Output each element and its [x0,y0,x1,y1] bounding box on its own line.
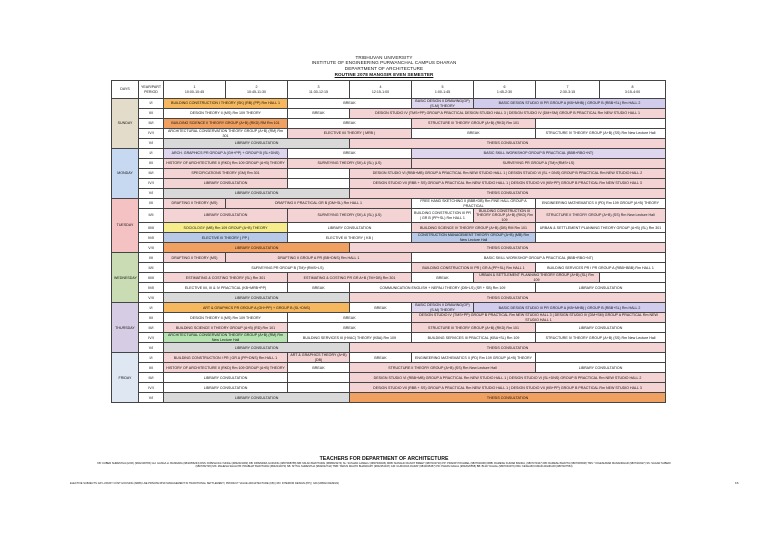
table-row [112,313,666,323]
class-cell: LIBRARY CONSULTATION [164,373,288,383]
class-cell: DESIGN STUDIO VII (RBB + SS) GROUP A PRACTICAL Rm NEW STUDIO HALL 1 | DESIGN STUDIO VII (KB+PP) GROUP B PRACTICAL Rm NEW STUDIO HALL 3 [350,383,666,393]
year-part-cell: III/I [139,323,164,333]
class-cell: LIBRARY CONSULTATION [164,139,350,149]
department-name: DEPARTMENT OF ARCHITECTURE [344,66,424,71]
year-part-header: YEAR/PART PERIOD [139,81,164,99]
class-cell: BUILDING CONSTRUCTION I PR | GR A (PP+DNS) Rm HALL 1 [164,353,288,363]
class-cell: SURVEYING THEORY (SK) & (SL) (LS) [288,159,412,169]
class-cell: URBAN & SETTLEMENT PLANNING THEORY GROUP (A+B) (SL) Rm 109 [474,273,600,283]
table-row [112,109,666,119]
class-cell: LIBRARY CONSULTATION [164,179,288,189]
break-cell: BREAK [412,273,474,283]
year-part-cell: I/I [139,99,164,109]
table-row [112,363,666,373]
table-row [112,383,666,393]
institute-name: INSTITUTE OF ENGINEERING PURWANCHAL CAMPUS DHARAN [311,60,457,65]
period-6-header: 6 1:45-2:30 [474,81,536,99]
class-cell: THESIS CONSULTATION [350,189,666,199]
period-1-header: 1 10:00-10:45 [164,81,226,99]
class-cell: DRAFTING II THEORY (MS) [164,199,226,209]
table-row [112,119,666,129]
class-cell: BASIC DESIGN II DRAWING(GP) (S-M) THEORY [412,303,474,313]
class-cell: BASIC SKILL WORKSHOP GROUP B PRACTICAL (BBB+RBG+NT) [412,149,666,159]
class-cell: LIBRARY CONSULTATION [164,393,350,403]
year-part-cell: IV/I [139,333,164,343]
break-cell: BREAK [288,149,412,159]
class-cell: STRUCTURE IV THEORY GROUP (A+B) (SS) Rm New Lecture Hall [536,129,666,139]
class-cell: BUILDING CONSTRUCTION III PR | GR A (PP+SL) Rm HALL 1 [412,263,536,273]
class-cell [288,179,350,189]
break-cell: BREAK [288,109,350,119]
break-cell: BREAK [288,313,412,323]
table-row [112,223,666,233]
class-cell: STRUCTURE III THEORY GROUP (A+B) (RKD) Rm 101 [412,119,536,129]
days-header: DAYS [112,81,139,99]
table-row [112,129,666,139]
header-row [112,81,666,99]
class-cell: STRUCTURE III THEORY GROUP (A+B) (RKD) Rm 101 [412,323,536,333]
class-cell: ELECTIVE III THEORY ( PP ) [164,233,288,243]
table-row [112,253,666,263]
class-cell: HISTORY OF ARCHITECTURE II (RKD) Rm 109 GROUP (A+B) THEORY [164,159,288,169]
table-row [112,343,666,353]
class-cell: BUILDING CONSTRUCTION III PR | GR B (PP+SL) Rm HALL 1 [412,209,474,223]
break-cell: BREAK [288,323,412,333]
footer-mark: KS [735,482,739,485]
class-cell: LIBRARY CONSULTATION [164,293,350,303]
class-cell: THESIS CONSULTATION [350,139,666,149]
class-cell: DESIGN STUDIO VI (RBB+MB) GROUP A PRACTICAL Rm NEW STUDIO HALL 1 | DESIGN STUDIO VI (SL + DNS) GROUP B PRACTICAL Rm NEW STUDIO HALL 2 [350,169,666,179]
class-cell: ELECTIVE II/I THEORY ( MRB ) [288,129,412,139]
class-cell: FREE HAND SKETCHING II (BBB+DB) Rm FINE HALL GROUP A PRACTICAL [412,199,536,209]
class-cell: DESIGN THEORY II (MS) Rm 109 THEORY [164,109,288,119]
break-cell: BREAK [412,129,536,139]
class-cell: THESIS CONSULTATION [350,343,666,353]
year-part-cell: IV/II [139,233,164,243]
class-cell: BASIC DESIGN II DRAWING(GP) (S-M) THEORY [412,99,474,109]
class-cell: ARCHITECTURAL CONSERVATION THEORY GROUP (A+B) (RM) Rm New Lecture Hall [164,333,288,343]
class-cell: DESIGN THEORY II (MS) Rm 109 THEORY [164,313,288,323]
table-row [112,353,666,363]
break-cell: BREAK [288,363,350,373]
class-cell: LIBRARY CONSULTATION [164,343,350,353]
table-row [112,169,666,179]
table-row [112,199,666,209]
day-friday: FRIDAY [112,353,139,403]
elective-subjects: ELECTIVE SUBJECTS: EP LUXURY COST HOUSING (MRB) LNE PRIVATE RISK MANAGEMENT IN TRADITIONAL SETTLEMENT | PRODUCT VALUE ARCHITECTURE (KB) | RN: INTERIOR DESIGN (PP) | GR (URBAN DESIGN) [70,482,340,485]
period-5-header: 5 1:00-1:45 [412,81,474,99]
class-cell: ENGINEERING MATHEMATICS II (PD) Rm 109 GROUP (A+B) THEORY [412,353,536,363]
class-cell: CONSTRUCTION MANAGEMENT THEORY GROUP (A+B) (MB) Rm New Lecture Hall [412,233,536,243]
class-cell: LIBRARY CONSULTATION [164,243,350,253]
table-row [112,333,666,343]
class-cell: LIBRARY CONSULTATION [536,283,666,293]
class-cell: DESIGN STUDIO VII (RBB + SS) GROUP A PRACTICAL Rm NEW STUDIO HALL 1 | DESIGN STUDIO VII (KB+PP) GROUP B PRACTICAL Rm NEW STUDIO HALL 3 [350,179,666,189]
class-cell: LIBRARY CONSULTATION [536,323,666,333]
class-cell [288,383,350,393]
class-cell: DRAFTING II GROUP A PR (BB+DNS) Rm HALL 1 [226,253,412,263]
table-row [112,273,666,283]
class-cell: ESTIMATING & COSTING THEORY (SL) Rm 301 [164,273,288,283]
class-cell: BASIC DESIGN STUDIO III PR GROUP A (KB+MHB) | GROUP B (RBB+SL) Rm HALL 2 [474,303,666,313]
year-part-cell: I/I [139,303,164,313]
university-name: TRIBHUVAN UNIVERSITY [355,55,413,60]
table-row [112,233,666,243]
class-cell: BASIC SKILL WORKSHOP GROUP A PRACTICAL (BBB+RBG+NT) [412,253,666,263]
class-cell: DRAFTING II THEORY (MS) [164,253,226,263]
class-cell [536,353,666,363]
class-cell: LIBRARY CONSULTATION [536,363,666,373]
class-cell [600,273,666,283]
year-part-cell: IV/I [139,383,164,393]
table-row [112,139,666,149]
class-cell: SURVEYING PR GROUP B (TM)+(RMS+LS) [164,263,412,273]
class-cell: SOCIOLOGY (MB) Rm 109 GROUP (A+B) THEORY [164,223,288,233]
class-cell: THESIS CONSULTATION [350,393,666,403]
class-cell: BUILDING SCIENCE IV THEORY GROUP (A+B) (DB) RM Rm 101 [412,223,536,233]
class-cell: BUILDING SERVICES III (HVAC) THEORY (KBA) Rm 109 [288,333,412,343]
class-cell: HISTORY OF ARCHITECTURE II (RKD) Rm 109 GROUP (A+B) THEORY [164,363,288,373]
year-part-cell: I/II [139,253,164,263]
year-part-cell: II/I [139,109,164,119]
class-cell: SURVEYING PR GROUP A (TM)+(RMS+LS) [412,159,666,169]
class-cell: DESIGN STUDIO IV (TMS+PP) GROUP A PRACTICAL DESIGN STUDIO HALL 3 | DESIGN STUDIO IV (DM+SM) GROUP B PRACTICAL Rm NEW STUDIO HALL 1 [350,109,666,119]
class-cell: LIBRARY CONSULTATION [288,223,412,233]
year-part-cell: I/I [139,149,164,159]
class-cell: ARCHITECTURAL CONSERVATION THEORY GROUP (A+B) (RM) Rm 301 [164,129,288,139]
table-row [112,373,666,383]
class-cell: ELECTIVE II/I, III & IV PRACTICAL (KB+MRB+PP) [164,283,288,293]
class-cell: BUILDING SCIENCE II THEORY GROUP (A+B) (RD) Rm 101 [164,323,288,333]
table-row [112,263,666,273]
table-row [112,293,666,303]
class-cell: DRAFTING II PRACTICAL GR B (DM+SL) Rm HALL 1 [226,199,412,209]
year-part-cell: IV/I [139,179,164,189]
class-cell: BASIC DESIGN STUDIO III PR GROUP A (KB+MHB) | GROUP B (RBB+SL) Rm HALL 2 [474,99,666,109]
year-part-cell: V/I [139,139,164,149]
class-cell: THESIS CONSULTATION [350,243,666,253]
teachers-list: KB: KUBER SHRESTHA (HOD) (9842109765) GH: GANGA H. BANDARA (9842056264) DNS: DIPESH RAJ SINGH (9842021063) DB: DIPENDRA GURUNG (9807068788) MB: MILAN BHATTARAI (9808023274) SL: SUSHAN LAMELU (9807030926) MRB: MANAHO RANJIT BREET (9807163719) PP: PRADIP POKHREL (9807630490) RBB: RAMESH KUMAR BANDA, (9807471947) RB: RAMESH BHATTA (9807306548) TMS: YOGESHWAR MANANDHAR (9807323327) SS: SAGAR SUBEDI (9807352736) MS: MAHESH SHAH PB: PRABHAT BHATTARAI (9842244073) SB: SITTAL SHRESTHA (9842022744) TMB: TARUN MAHTO BHANDARY (9842251047) GM: GURUDAS DARAT (9842045457) PD: PARAS DAHAL (9842026558) BB: BIJAY DAHAL (9807043270) KBA: KESHAB KUMAR ADHIKARI (9807027554) [97,462,671,469]
day-monday: MONDAY [112,149,139,199]
class-cell: LIBRARY CONSULTATION [164,383,288,393]
class-cell: LIBRARY CONSULTATION [164,209,288,223]
table-row [112,149,666,159]
class-cell: THESIS CONSULTATION [350,293,666,303]
year-part-cell: I/I [139,353,164,363]
year-part-cell: V/II [139,243,164,253]
class-cell: ELECTIVE III THEORY ( KB ) [288,233,412,243]
table-row [112,209,666,223]
year-part-cell: IV/II [139,283,164,293]
class-cell: ART & GRAPHICS PR GROUP A (GH+PP) + GROUP B (SL+DNS) [164,303,350,313]
class-cell: BUILDING CONSTRUCTION I THEORY (SK) (RB) (PP) Rm HALL 1 [164,99,288,109]
period-3-header: 3 11:30-12:15 [288,81,350,99]
class-cell: STRUCTURE II THEORY GROUP (A+B) (SS) Rm New Lecture Hall [536,209,666,223]
class-cell: BUILDING SCIENCE II THEORY GROUP (A+B) (RKD) RM Rm 101 [164,119,288,129]
teachers-title: TEACHERS FOR DEPARTMENT OF ARCHITECTURE [319,456,449,462]
class-cell: SURVEYING THEORY (SK) & (SL) (LS) [288,209,412,223]
period-2-header: 2 10:45-11:30 [226,81,288,99]
year-part-cell: V/II [139,293,164,303]
table-row [112,189,666,199]
day-tuesday: TUESDAY [112,199,139,253]
period-8-header: 8 3:15-4:00 [600,81,666,99]
class-cell: STRUCTURE IV THEORY GROUP (A+B) (SS) Rm New Lecture Hall [536,333,666,343]
break-cell: BREAK [288,283,350,293]
year-part-cell: V/I [139,189,164,199]
year-part-cell: III/I [139,373,164,383]
year-part-cell: III/II [139,223,164,233]
class-cell: ART & GRAPHICS THEORY (A+B) (DB) [288,353,350,363]
year-part-cell: III/I [139,169,164,179]
day-wednesday: WEDNESDAY [112,253,139,303]
class-cell: DESIGN STUDIO VI (RBB+MB) GROUP A PRACTICAL Rm NEW STUDIO HALL 1 | DESIGN STUDIO VI (SL+DNS) GROUP B PRACTICAL Rm NEW STUDIO HALL 2 [350,373,666,383]
class-cell: DESIGN STUDIO IV (TMS+PP) GROUP B PRACTICAL Rm NEW STUDIO HALL 3 | DESIGN STUDIO IV (DM+SM) GROUP A PRACTICAL Rm NEW STUDIO HALL 1 [412,313,666,323]
year-part-cell: IV/I [139,129,164,139]
period-4-header: 4 12:15-1:00 [350,81,412,99]
table-row [112,393,666,403]
table-row [112,243,666,253]
routine-table [111,80,666,403]
class-cell: SPECIFICATIONS THEORY (GM) Rm 301 [164,169,288,179]
class-cell [536,233,666,243]
year-part-cell: II/II [139,209,164,223]
break-cell: BREAK [350,303,412,313]
year-part-cell: V/I [139,343,164,353]
table-row [112,179,666,189]
day-sunday: SUNDAY [112,99,139,149]
year-part-cell: III/II [139,273,164,283]
day-thursday: THURSDAY [112,303,139,353]
class-cell: ESTIMATING & COSTING PR GR A+B (TM+DB) Rm 301 [288,273,412,283]
year-part-cell: I/II [139,199,164,209]
class-cell: BUILDING CONSTRUCTION III THEORY GROUP (A+B) (RKD) Rm 109 [474,209,536,223]
class-cell [288,169,350,179]
year-part-cell: III/I [139,119,164,129]
class-cell: ARCH. GRAPHICS PR GROUP A (GH+PP) + GROUP B (SL+DNS) [164,149,288,159]
break-cell: BREAK [288,99,412,109]
year-part-cell: II/II [139,263,164,273]
class-cell: BUILDING SERVICES PR I PR GROUP A (RBB+BBB) Rm HALL 1 [536,263,666,273]
class-cell: BUILDING SERVICES III PRACTICAL (KBA+SL) Rm 109 [412,333,536,343]
table-row [112,283,666,293]
class-cell: LIBRARY CONSULTATION [164,189,350,199]
class-cell: URBAN & SETTLEMENT PLANNING THEORY GROUP (A+B) (SL) Rm 301 [536,223,666,233]
class-cell [288,373,350,383]
table-row [112,323,666,333]
class-cell: COMMUNICATION ENGLISH + NEPALI THEORY (DB+LS) (SR + SB) Rm 109 [350,283,536,293]
class-cell: ENGINEERING MATHEMATICS II (PD) Rm 109 GROUP (A+B) THEORY [536,199,666,209]
year-part-cell: II/I [139,363,164,373]
routine-title: ROUTINE 2078 MANGSIR EVEN SEMESTER [334,72,434,77]
year-part-cell: V/I [139,393,164,403]
class-cell [536,119,666,129]
year-part-cell: II/I [139,313,164,323]
break-cell: BREAK [350,353,412,363]
table-row [112,159,666,169]
table-row [112,99,666,109]
period-7-header: 7 2:30-3:15 [536,81,600,99]
table-row [112,303,666,313]
break-cell: BREAK [288,119,412,129]
class-cell: STRUCTURE II THEORY GROUP (A+B) (SS) Rm New Lecture Hall [350,363,536,373]
year-part-cell: II/I [139,159,164,169]
